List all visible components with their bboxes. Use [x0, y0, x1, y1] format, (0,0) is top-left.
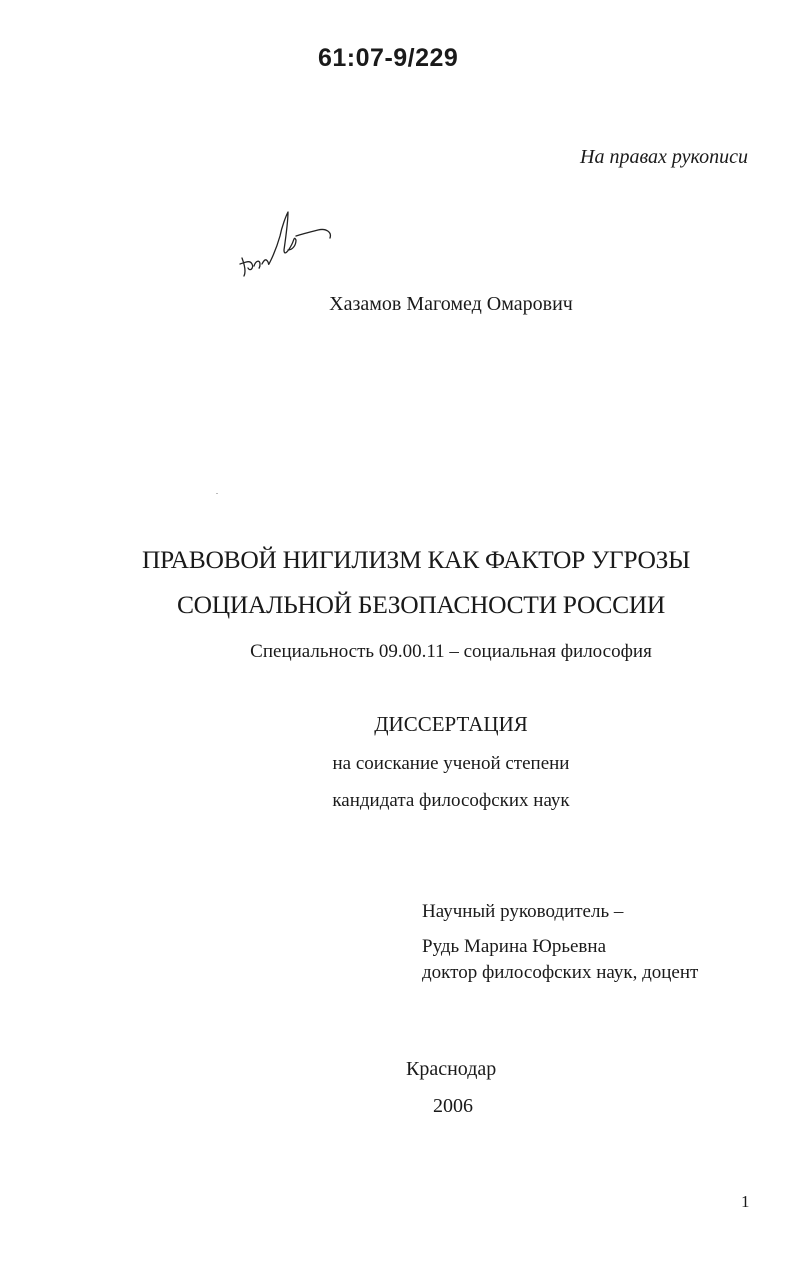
- degree-line-1: на соискание ученой степени: [332, 753, 570, 774]
- specialty: Специальность 09.00.11 – социальная философия: [250, 641, 652, 662]
- document-type: ДИССЕРТАЦИЯ: [374, 712, 528, 736]
- city: Краснодар: [406, 1058, 497, 1080]
- title-line-2: СОЦИАЛЬНОЙ БЕЗОПАСНОСТИ РОССИИ: [176, 590, 666, 619]
- page-number: 1: [741, 1192, 750, 1211]
- degree-line-2: кандидата философских наук: [332, 790, 570, 811]
- scan-speck: [216, 493, 218, 494]
- supervisor-degree: доктор философских наук, доцент: [422, 962, 699, 983]
- year: 2006: [433, 1095, 473, 1117]
- supervisor-heading: Научный руководитель –: [422, 901, 624, 922]
- archive-stamp-number: 61:07-9/229: [318, 44, 459, 72]
- title-line-1: ПРАВОВОЙ НИГИЛИЗМ КАК ФАКТОР УГРОЗЫ: [141, 545, 691, 574]
- handwritten-signature: [236, 206, 336, 282]
- rights-note: На правах рукописи: [580, 146, 748, 168]
- supervisor-name: Рудь Марина Юрьевна: [422, 936, 606, 957]
- author-name: Хазамов Магомед Омарович: [329, 293, 573, 315]
